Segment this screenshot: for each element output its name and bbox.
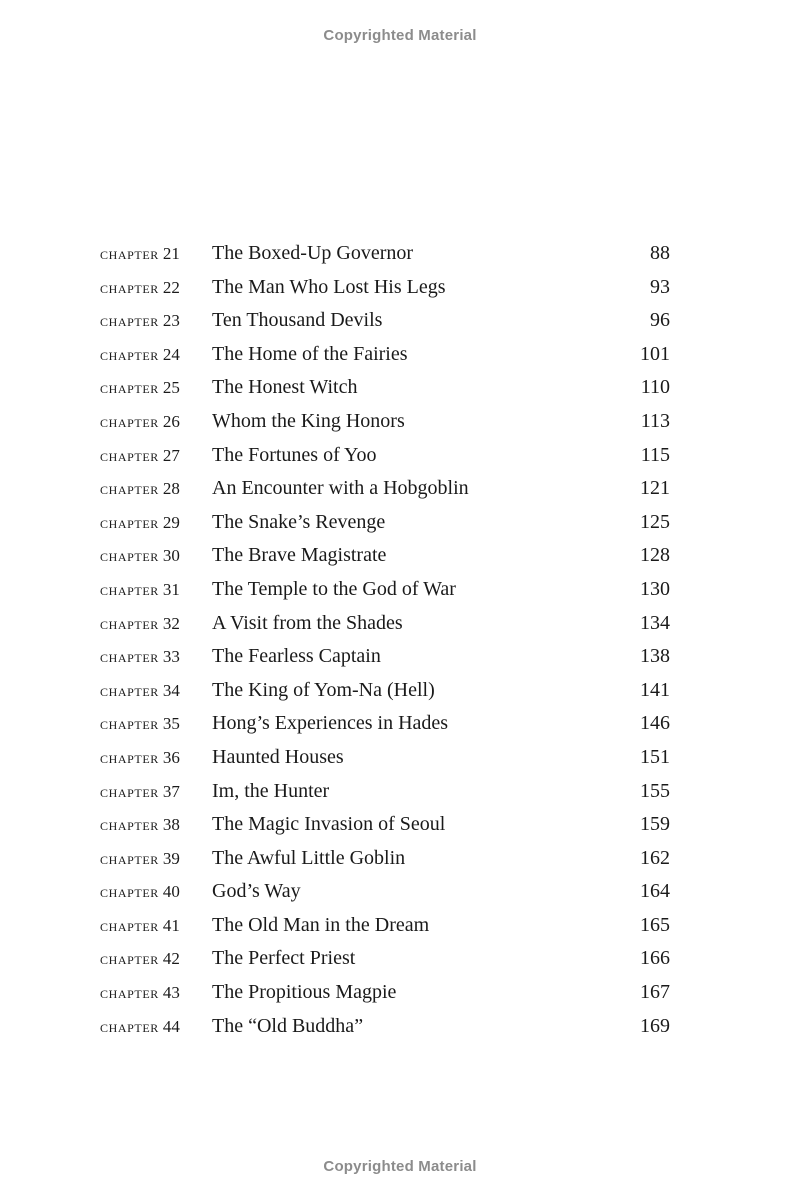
chapter-word: chapter (100, 680, 159, 700)
chapter-title: Haunted Houses (212, 745, 344, 768)
toc-entry (100, 472, 670, 506)
chapter-title: The Temple to the God of War (212, 577, 456, 600)
chapter-number: 35 (162, 714, 180, 734)
chapter-number: 36 (162, 747, 180, 767)
chapter-page-number: 151 (640, 745, 670, 768)
toc-entry (100, 607, 670, 641)
chapter-number: 29 (162, 512, 180, 532)
toc-entry (100, 271, 670, 305)
chapter-title: The Brave Magistrate (212, 544, 387, 567)
chapter-page-number: 110 (640, 376, 670, 399)
chapter-page-number: 146 (640, 712, 670, 735)
toc-entry (100, 1010, 670, 1044)
chapter-page-number: 159 (640, 813, 670, 836)
toc-entry (100, 573, 670, 607)
toc-entry (100, 674, 670, 708)
chapter-label (100, 775, 212, 810)
chapter-word: chapter (100, 747, 159, 767)
chapter-label (100, 573, 212, 608)
toc-entry (100, 875, 670, 909)
chapter-word: chapter (100, 344, 159, 364)
toc-entry (100, 909, 670, 943)
chapter-word: chapter (100, 781, 159, 801)
chapter-title: The Fortunes of Yoo (212, 443, 377, 466)
chapter-label (100, 607, 212, 642)
chapter-word: chapter (100, 311, 159, 331)
toc-entry (100, 842, 670, 876)
chapter-number: 42 (162, 949, 180, 969)
chapter-word: chapter (100, 613, 159, 633)
chapter-title: The Old Man in the Dream (212, 913, 430, 936)
chapter-title: The Home of the Fairies (212, 342, 408, 365)
toc-entry (100, 539, 670, 573)
chapter-title: A Visit from the Shades (212, 611, 403, 634)
toc-entry (100, 371, 670, 405)
chapter-word: chapter (100, 915, 159, 935)
chapter-number: 43 (162, 983, 180, 1003)
toc-entry (100, 707, 670, 741)
chapter-label (100, 237, 212, 272)
chapter-number: 23 (162, 311, 180, 331)
chapter-number: 34 (162, 680, 180, 700)
chapter-label (100, 909, 212, 944)
chapter-number: 28 (162, 479, 180, 499)
chapter-title: Im, the Hunter (212, 779, 330, 802)
chapter-title: Hong’s Experiences in Hades (212, 712, 449, 735)
chapter-label (100, 472, 212, 507)
chapter-number: 37 (162, 781, 180, 801)
chapter-label (100, 405, 212, 440)
chapter-label (100, 674, 212, 709)
chapter-word: chapter (100, 882, 159, 902)
toc-entry (100, 439, 670, 473)
chapter-page-number: 164 (640, 880, 670, 903)
chapter-label (100, 842, 212, 877)
chapter-title: The Boxed-Up Governor (212, 242, 414, 264)
chapter-title: The Snake’s Revenge (212, 510, 386, 533)
toc-entry (100, 741, 670, 775)
chapter-page-number: 130 (640, 577, 670, 600)
chapter-label (100, 808, 212, 843)
chapter-page-number: 115 (640, 443, 670, 466)
chapter-label (100, 741, 212, 776)
chapter-word: chapter (100, 512, 159, 532)
chapter-word: chapter (100, 815, 159, 835)
chapter-title: The “Old Buddha” (212, 1014, 364, 1037)
chapter-page-number: 162 (640, 846, 670, 869)
chapter-label (100, 640, 212, 675)
chapter-label (100, 1010, 212, 1045)
chapter-title: The Magic Invasion of Seoul (212, 813, 446, 836)
chapter-label (100, 439, 212, 474)
toc-entry (100, 405, 670, 439)
chapter-title: The King of Yom-Na (Hell) (212, 678, 435, 701)
chapter-page-number: 138 (640, 645, 670, 668)
chapter-number: 27 (162, 445, 180, 465)
toc-entry (100, 808, 670, 842)
table-of-contents (100, 237, 670, 1043)
toc-entry (100, 338, 670, 372)
chapter-number: 33 (162, 647, 180, 667)
toc-entry (100, 640, 670, 674)
toc-entry (100, 237, 670, 271)
chapter-word: chapter (100, 714, 159, 734)
chapter-number: 44 (162, 1016, 180, 1036)
chapter-word: chapter (100, 983, 159, 1003)
chapter-word: chapter (100, 277, 159, 297)
chapter-page-number: 113 (640, 409, 670, 432)
chapter-number: 30 (162, 546, 180, 566)
chapter-title: The Fearless Captain (212, 645, 381, 668)
chapter-number: 41 (162, 915, 180, 935)
chapter-page-number: 155 (640, 779, 670, 802)
chapter-word: chapter (100, 579, 159, 599)
chapter-page-number: 96 (650, 309, 670, 332)
copyright-watermark-bottom: Copyrighted Material (323, 1158, 477, 1175)
chapter-word: chapter (100, 1016, 159, 1036)
toc-entry (100, 976, 670, 1010)
chapter-number: 22 (162, 277, 180, 297)
chapter-number: 39 (162, 848, 180, 868)
chapter-label (100, 707, 212, 742)
chapter-number: 21 (162, 244, 180, 263)
chapter-title: Ten Thousand Devils (212, 309, 383, 332)
chapter-page-number: 101 (640, 342, 670, 365)
chapter-title: An Encounter with a Hobgoblin (212, 477, 469, 500)
chapter-page-number: 167 (640, 981, 670, 1004)
chapter-label (100, 271, 212, 306)
toc-entry (100, 942, 670, 976)
chapter-page-number: 141 (640, 678, 670, 701)
chapter-title: The Man Who Lost His Legs (212, 275, 446, 298)
chapter-title: The Honest Witch (212, 376, 358, 399)
toc-entry (100, 506, 670, 540)
chapter-number: 24 (162, 344, 180, 364)
chapter-word: chapter (100, 445, 159, 465)
toc-entry (100, 304, 670, 338)
chapter-word: chapter (100, 378, 159, 398)
chapter-title: Whom the King Honors (212, 409, 405, 432)
chapter-page-number: 121 (640, 477, 670, 500)
chapter-title: The Perfect Priest (212, 947, 356, 970)
chapter-page-number: 165 (640, 913, 670, 936)
chapter-title: God’s Way (212, 880, 301, 903)
chapter-title: The Awful Little Goblin (212, 846, 406, 869)
chapter-label (100, 304, 212, 339)
chapter-page-number: 128 (640, 544, 670, 567)
chapter-word: chapter (100, 546, 159, 566)
chapter-word: chapter (100, 949, 159, 969)
chapter-number: 40 (162, 882, 180, 902)
chapter-page-number: 88 (650, 242, 670, 264)
chapter-label (100, 506, 212, 541)
chapter-word: chapter (100, 479, 159, 499)
chapter-label (100, 976, 212, 1011)
chapter-number: 32 (162, 613, 180, 633)
chapter-label (100, 371, 212, 406)
chapter-label (100, 539, 212, 574)
chapter-title: The Propitious Magpie (212, 981, 397, 1004)
chapter-page-number: 166 (640, 947, 670, 970)
chapter-label (100, 942, 212, 977)
chapter-number: 31 (162, 579, 180, 599)
chapter-page-number: 169 (640, 1014, 670, 1037)
chapter-label (100, 338, 212, 373)
toc-entry (100, 775, 670, 809)
copyright-watermark-top: Copyrighted Material (323, 27, 477, 44)
chapter-word: chapter (100, 647, 159, 667)
chapter-number: 38 (162, 815, 180, 835)
chapter-number: 25 (162, 378, 180, 398)
chapter-page-number: 125 (640, 510, 670, 533)
chapter-page-number: 134 (640, 611, 670, 634)
chapter-word: chapter (100, 848, 159, 868)
chapter-word: chapter (100, 244, 159, 263)
chapter-page-number: 93 (650, 275, 670, 298)
chapter-word: chapter (100, 411, 159, 431)
chapter-label (100, 875, 212, 910)
chapter-number: 26 (162, 411, 180, 431)
